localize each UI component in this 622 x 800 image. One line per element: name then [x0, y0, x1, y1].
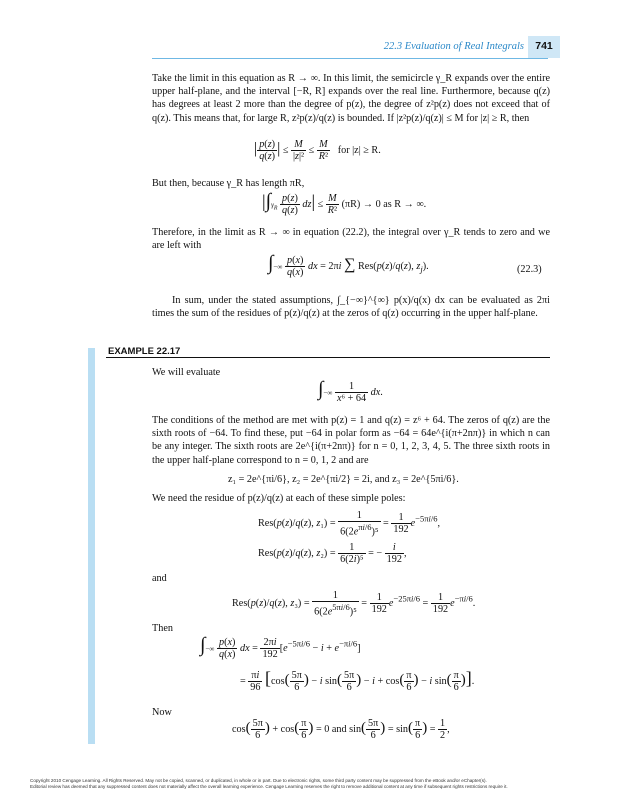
example-paragraph-1: The conditions of the method are met with p(z) = 1 and q(z) = z⁶ + 64. The zeros of q(z) are the sixth roots of −64. To find these, put −64 in polar form as −64 = 64e^{i(π+2nπ)} in which n can be any integer. The sixth roots are 2e^{i(π+2nπ)} for n = 0, 1, 2, 3, 4, 5. The three sixth roots in the upper half-plane correspond to n = 0, 1, 2 and are	[152, 415, 550, 466]
equation-final-integral: ∫−∞ $\frac{p(x)}{q(x)}$ dx = $\frac{2\pi i}{192}$ $[e^{-5\pi i/6} - i + e^{-\pi i/6}]$	[200, 634, 361, 661]
then-label: Then	[152, 623, 173, 634]
copyright-footer	[30, 778, 600, 790]
and-label: and	[152, 573, 167, 584]
paragraph-1: Take the limit in this equation as R → ∞. In this limit, the semicircle γ_R expands over the entire upper half-plane, and the interval [−R, R] expands over the real line. Furthermore, because q(z) has degrees at least 2 more than the degree of p(z), the degree of z²p(z) does not exceed that of q(z). This means that, for large R, z²p(z)/q(z) is bounded. If |z²p(z)/q(z)| ≤ M for |z| ≥ R, then	[152, 73, 550, 124]
example-intro: We will evaluate	[152, 367, 221, 378]
equation-number: (22.3)	[517, 264, 542, 275]
paragraph-3: Therefore, in the limit as R → ∞ in equation (22.2), the integral over γ_R tends to zero and we are left with	[152, 227, 550, 252]
equation-22-3: ∫−∞ $\frac{p(x)}{q(x)}$ dx = 2πi ∑ Res(p(z)/q(z), $z_j$).	[268, 252, 429, 279]
paragraph-4: In sum, under the stated assumptions, ∫_{−∞}^{∞} p(x)/q(x) dx can be evaluated as 2πi times the sum of the residues of p(z)/q(z) at the zeros of q(z) occurring in the upper half-plane.	[152, 295, 550, 320]
equation-final-expansion: = $\frac{\pi i}{96}$ [cos( $\frac{5\pi}{6}$ ) − i sin( $\frac{5\pi}{6}$ ) − i + cos( $\frac{\pi}{6}$ ) − i sin( $\frac{\pi}{6}$ )].	[240, 668, 475, 694]
equation-residue-z2: Res(p(z)/q(z), z₂) = $\frac{1}{\text{6(2i)⁵}}$ = − $\frac{i}{192}$ ,	[258, 542, 407, 565]
page-number: 741	[535, 40, 553, 52]
equation-residue-z1: Res(p(z)/q(z), z₁) = $\frac{1}{6(2e^{\pi i/6})^5}$ = $\frac{1}{192}$ $e^{-5\pi i/6}$,	[258, 510, 441, 538]
equation-bound: | $\frac{p(z)}{q(z)}$ | ≤ $\frac{M}{\text{|z|²}}$ ≤ $\frac{M}{\text{R²}}$ for |z| ≥ R.	[254, 139, 381, 162]
limit-text: (πR) → 0 as R → ∞.	[341, 199, 427, 210]
example-title: EXAMPLE 22.17	[108, 346, 181, 357]
footer-line-1: Copyright 2010 Cengage Learning. All Rights Reserved. May not be copied, scanned, or duplicated, in whole or in part. Due to electronic rights, some third party content may be suppressed from the eBook and/or eChapter(s).	[30, 778, 487, 783]
equation-roots: z₁ = 2e^{πi/6}, z₂ = 2e^{πi/2} = 2i, and z₃ = 2e^{5πi/6}.	[228, 474, 459, 485]
equation-example-integral: ∫−∞ $\frac{1}{\text{x⁶ + 64}}$ dx.	[318, 378, 383, 405]
equation-trig-identities: cos( $\frac{5\pi}{6}$ ) + cos( $\frac{\pi}{6}$ ) = 0 and sin( $\frac{5\pi}{6}$ ) = sin( $\frac{\pi}{6}$ ) = $\frac{1}{2}$ ,	[232, 718, 450, 741]
example-rule	[106, 357, 550, 358]
section-title: 22.3 Evaluation of Real Integrals	[383, 41, 524, 52]
example-paragraph-2: We need the residue of p(z)/q(z) at each of these simple poles:	[152, 493, 406, 504]
header-rule	[152, 58, 548, 59]
example-sidebar	[88, 348, 95, 744]
bound-condition: for |z| ≥ R.	[337, 144, 381, 156]
now-label: Now	[152, 707, 172, 718]
paragraph-2: But then, because γ_R has length πR,	[152, 178, 305, 189]
footer-line-2: Editorial review has deemed that any suppressed content does not materially affect the overall learning experience. Cengage Learning reserves the right to remove additional content at any time if subsequent rights restrictions require it.	[30, 784, 508, 789]
equation-residue-z3: Res(p(z)/q(z), z₃) = $\frac{1}{6(2e^{5\pi i/6})^5}$ = $\frac{1}{192}$ $e^{-25\pi i/6}$ = $\frac{1}{192}$ $e^{-\pi i/6}$.	[232, 590, 476, 618]
equation-gamma-integral: $|\int\gamma_R$ $\frac{p(z)}{q(z)}$ dz| ≤ $\frac{M}{\text{R²}}$ (πR) → 0 as R → ∞.	[262, 190, 427, 217]
